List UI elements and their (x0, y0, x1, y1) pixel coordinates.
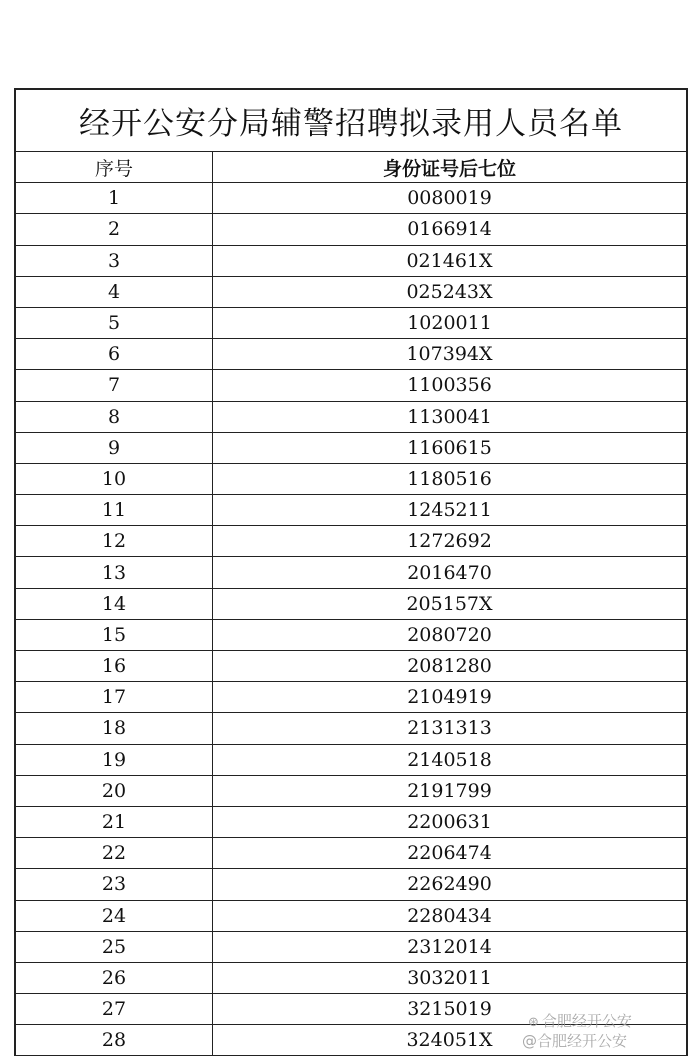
document-title: 经开公安分局辅警招聘拟录用人员名单 (16, 90, 686, 152)
id-suffix-cell: 324051X (406, 1029, 493, 1052)
serial-number-cell: 26 (16, 963, 213, 993)
id-suffix-cell: 2262490 (407, 873, 492, 896)
id-suffix-cell: 1245211 (407, 499, 492, 522)
watermark (522, 1012, 632, 1051)
serial-number-cell: 14 (16, 589, 213, 619)
id-suffix-cell: 2191799 (407, 779, 492, 802)
table-row (16, 589, 686, 620)
table-row (16, 745, 686, 776)
table-row (16, 807, 686, 838)
serial-number-cell: 10 (16, 464, 213, 494)
serial-number-cell: 12 (16, 526, 213, 556)
id-suffix-cell: 1130041 (407, 405, 492, 428)
header-id-suffix: 身份证号后七位 (382, 157, 516, 180)
table-row (16, 495, 686, 526)
serial-number-cell: 27 (16, 994, 213, 1024)
table-row (16, 682, 686, 713)
id-suffix-cell: 3032011 (407, 966, 492, 989)
table-row (16, 370, 686, 401)
serial-number-cell: 21 (16, 807, 213, 837)
serial-number-cell: 7 (16, 370, 213, 400)
id-suffix-cell: 2200631 (407, 811, 492, 834)
table-row (16, 183, 686, 214)
id-suffix-cell: 2312014 (407, 935, 492, 958)
table-row (16, 246, 686, 277)
serial-number-cell: 2 (16, 214, 213, 244)
table-row (16, 308, 686, 339)
table-row (16, 932, 686, 963)
serial-number-cell: 19 (16, 745, 213, 775)
id-suffix-cell: 0080019 (407, 187, 492, 210)
serial-number-cell: 11 (16, 495, 213, 525)
table-row (16, 277, 686, 308)
table-row (16, 901, 686, 932)
id-suffix-cell: 2080720 (407, 623, 492, 646)
table-row (16, 869, 686, 900)
table-row (16, 620, 686, 651)
id-suffix-cell: 1180516 (407, 467, 492, 490)
serial-number-cell: 3 (16, 246, 213, 276)
table-header-row (16, 152, 686, 183)
serial-number-cell: 17 (16, 682, 213, 712)
id-suffix-cell: 1100356 (407, 374, 492, 397)
id-suffix-cell: 2016470 (407, 561, 492, 584)
serial-number-cell: 25 (16, 932, 213, 962)
serial-number-cell: 5 (16, 308, 213, 338)
id-suffix-cell: 2280434 (407, 904, 492, 927)
roster-table (14, 88, 688, 1056)
table-row (16, 214, 686, 245)
serial-number-cell: 22 (16, 838, 213, 868)
id-suffix-cell: 025243X (406, 280, 493, 303)
id-suffix-cell: 1020011 (407, 312, 492, 335)
id-suffix-cell: 021461X (406, 249, 493, 272)
id-suffix-cell: 2081280 (407, 655, 492, 678)
id-suffix-cell: 0166914 (407, 218, 492, 241)
serial-number-cell: 8 (16, 402, 213, 432)
watermark-line1 (528, 1012, 632, 1030)
serial-number-cell: 9 (16, 433, 213, 463)
table-row (16, 651, 686, 682)
table-row (16, 838, 686, 869)
table-row (16, 713, 686, 744)
id-suffix-cell: 3215019 (407, 998, 492, 1021)
serial-number-cell: 4 (16, 277, 213, 307)
id-suffix-cell: 2131313 (407, 717, 492, 740)
serial-number-cell: 23 (16, 869, 213, 899)
serial-number-cell: 24 (16, 901, 213, 931)
serial-number-cell: 13 (16, 557, 213, 587)
table-row (16, 776, 686, 807)
serial-number-cell: 28 (16, 1025, 213, 1055)
id-suffix-cell: 2104919 (407, 686, 492, 709)
id-suffix-cell: 205157X (406, 592, 493, 615)
watermark-line2: @合肥经开公安 (522, 1032, 628, 1050)
id-suffix-cell: 2206474 (407, 842, 492, 865)
id-suffix-cell: 1272692 (407, 530, 492, 553)
header-serial-number: 序号 (16, 152, 213, 182)
table-row (16, 464, 686, 495)
wechat-icon: ⊛ (528, 1015, 539, 1030)
serial-number-cell: 15 (16, 620, 213, 650)
id-suffix-cell: 2140518 (407, 748, 492, 771)
table-body (16, 183, 686, 1056)
table-row (16, 339, 686, 370)
id-suffix-cell: 107394X (406, 343, 493, 366)
serial-number-cell: 1 (16, 183, 213, 213)
serial-number-cell: 20 (16, 776, 213, 806)
table-row (16, 526, 686, 557)
table-row (16, 963, 686, 994)
serial-number-cell: 16 (16, 651, 213, 681)
serial-number-cell: 6 (16, 339, 213, 369)
table-row (16, 557, 686, 588)
table-row (16, 433, 686, 464)
serial-number-cell: 18 (16, 713, 213, 743)
table-row (16, 402, 686, 433)
watermark-account-name: 合肥经开公安 (541, 1012, 632, 1030)
id-suffix-cell: 1160615 (407, 436, 492, 459)
